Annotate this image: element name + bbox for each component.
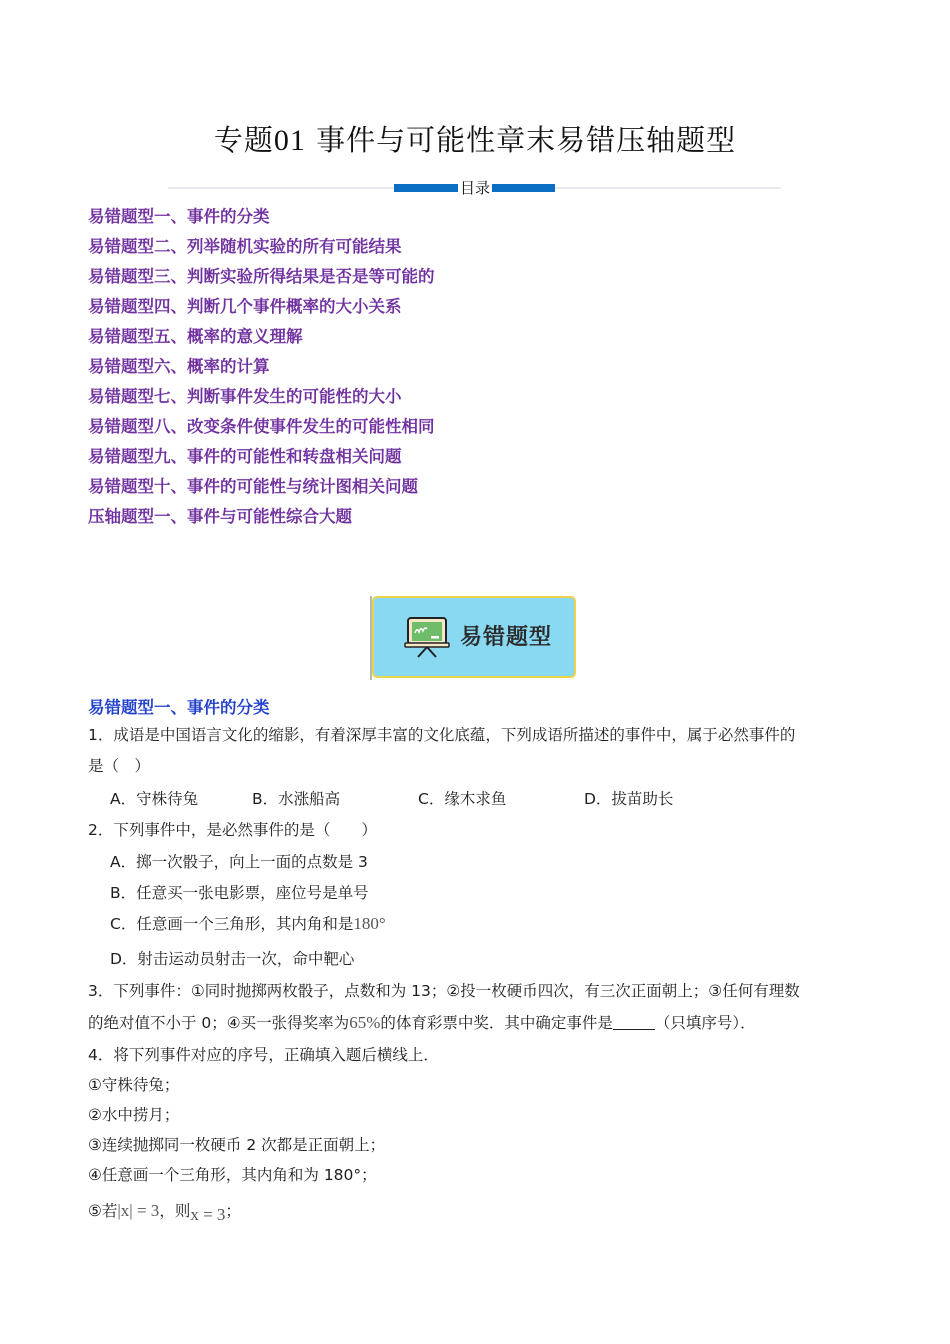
toc-bar-right — [492, 184, 555, 192]
q4-item5-math1: |x| = 3 — [117, 1201, 160, 1220]
q1-option-a: A．守株待兔 — [110, 790, 199, 808]
toc-item[interactable]: 易错题型二、列举随机实验的所有可能结果 — [88, 237, 402, 256]
q3-text-c: （只填序号）． — [654, 1014, 756, 1032]
toc-bar-left — [394, 184, 458, 192]
q3-text-b: 的体育彩票中奖．其中确定事件是 — [380, 1014, 613, 1032]
table-of-contents — [88, 206, 435, 536]
q1-option-b: B．水涨船高 — [252, 790, 341, 808]
q4-stem: 4．将下列事件对应的序号，正确填入题后横线上． — [88, 1046, 439, 1064]
q3-stem-line2 — [88, 1012, 756, 1034]
q3-math-percent: 65% — [349, 1013, 381, 1032]
toc-item[interactable]: 易错题型五、概率的意义理解 — [88, 327, 303, 346]
q4-item5-text-b: ，则 — [159, 1202, 191, 1220]
q2-option-a: A．掷一次骰子，向上一面的点数是 3 — [110, 853, 368, 871]
q2-option-c-text: C．任意画一个三角形，其内角和是 — [110, 915, 354, 933]
page-title — [0, 118, 950, 159]
q2-option-c — [110, 913, 386, 935]
toc-item[interactable]: 易错题型一、事件的分类 — [88, 207, 270, 226]
section-heading: 易错题型一、事件的分类 — [88, 698, 270, 717]
toc-item[interactable]: 压轴题型一、事件与可能性综合大题 — [88, 507, 352, 526]
toc-item[interactable]: 易错题型十、事件的可能性与统计图相关问题 — [88, 477, 418, 496]
toc-item[interactable]: 易错题型六、概率的计算 — [88, 357, 270, 376]
q2-option-b: B．任意买一张电影票，座位号是单号 — [110, 884, 369, 902]
title-rest: 事件与可能性章末易错压轴题型 — [305, 123, 737, 157]
toc-item[interactable]: 易错题型八、改变条件使事件发生的可能性相同 — [88, 417, 435, 436]
q4-item5-math2: x = 3 — [190, 1205, 226, 1224]
q1-option-d: D．拔苗助长 — [584, 790, 674, 808]
toc-item[interactable]: 易错题型七、判断事件发生的可能性的大小 — [88, 387, 402, 406]
q4-item-3: ③连续抛掷同一枚硬币 2 次都是正面朝上； — [88, 1136, 386, 1154]
q3-text-a: 的绝对值不小于 0；④买一张得奖率为 — [88, 1014, 350, 1032]
q1-option-c: C．缘木求鱼 — [418, 790, 507, 808]
title-prefix: 专题 — [213, 123, 274, 157]
q4-item5-text-a: ⑤若 — [88, 1202, 118, 1220]
q4-item5-text-c: ； — [225, 1202, 241, 1220]
toc-item[interactable]: 易错题型九、事件的可能性和转盘相关问题 — [88, 447, 402, 466]
q4-item-2: ②水中捞月； — [88, 1106, 180, 1124]
q3-stem-line1: 3．下列事件：①同时抛掷两枚骰子，点数和为 13；②投一枚硬币四次，有三次正面朝上；③任何有理数 — [88, 982, 800, 1000]
q4-item-1: ①守株待兔； — [88, 1076, 180, 1094]
q3-answer-blank[interactable] — [613, 1013, 655, 1030]
chalkboard-icon — [404, 616, 450, 660]
title-number: 01 — [273, 124, 306, 157]
q1-stem-line1: 1．成语是中国语言文化的缩影，有着深厚丰富的文化底蕴，下列成语所描述的事件中，属于必然事件的 — [88, 726, 796, 744]
toc-item[interactable]: 易错题型三、判断实验所得结果是否是等可能的 — [88, 267, 435, 286]
section-banner — [372, 596, 576, 678]
q2-stem: 2．下列事件中，是必然事件的是（ ） — [88, 821, 377, 839]
q4-item-5 — [88, 1200, 241, 1226]
q4-item-4: ④任意画一个三角形，其内角和为 180°； — [88, 1166, 377, 1184]
toc-item[interactable]: 易错题型四、判断几个事件概率的大小关系 — [88, 297, 402, 316]
q2-option-c-math: 180° — [353, 914, 386, 933]
toc-label: 目录 — [459, 179, 490, 197]
q1-stem-line2: 是（ ） — [88, 757, 151, 775]
banner-label: 易错题型 — [460, 625, 553, 650]
q2-option-d: D．射击运动员射击一次，命中靶心 — [110, 950, 355, 968]
